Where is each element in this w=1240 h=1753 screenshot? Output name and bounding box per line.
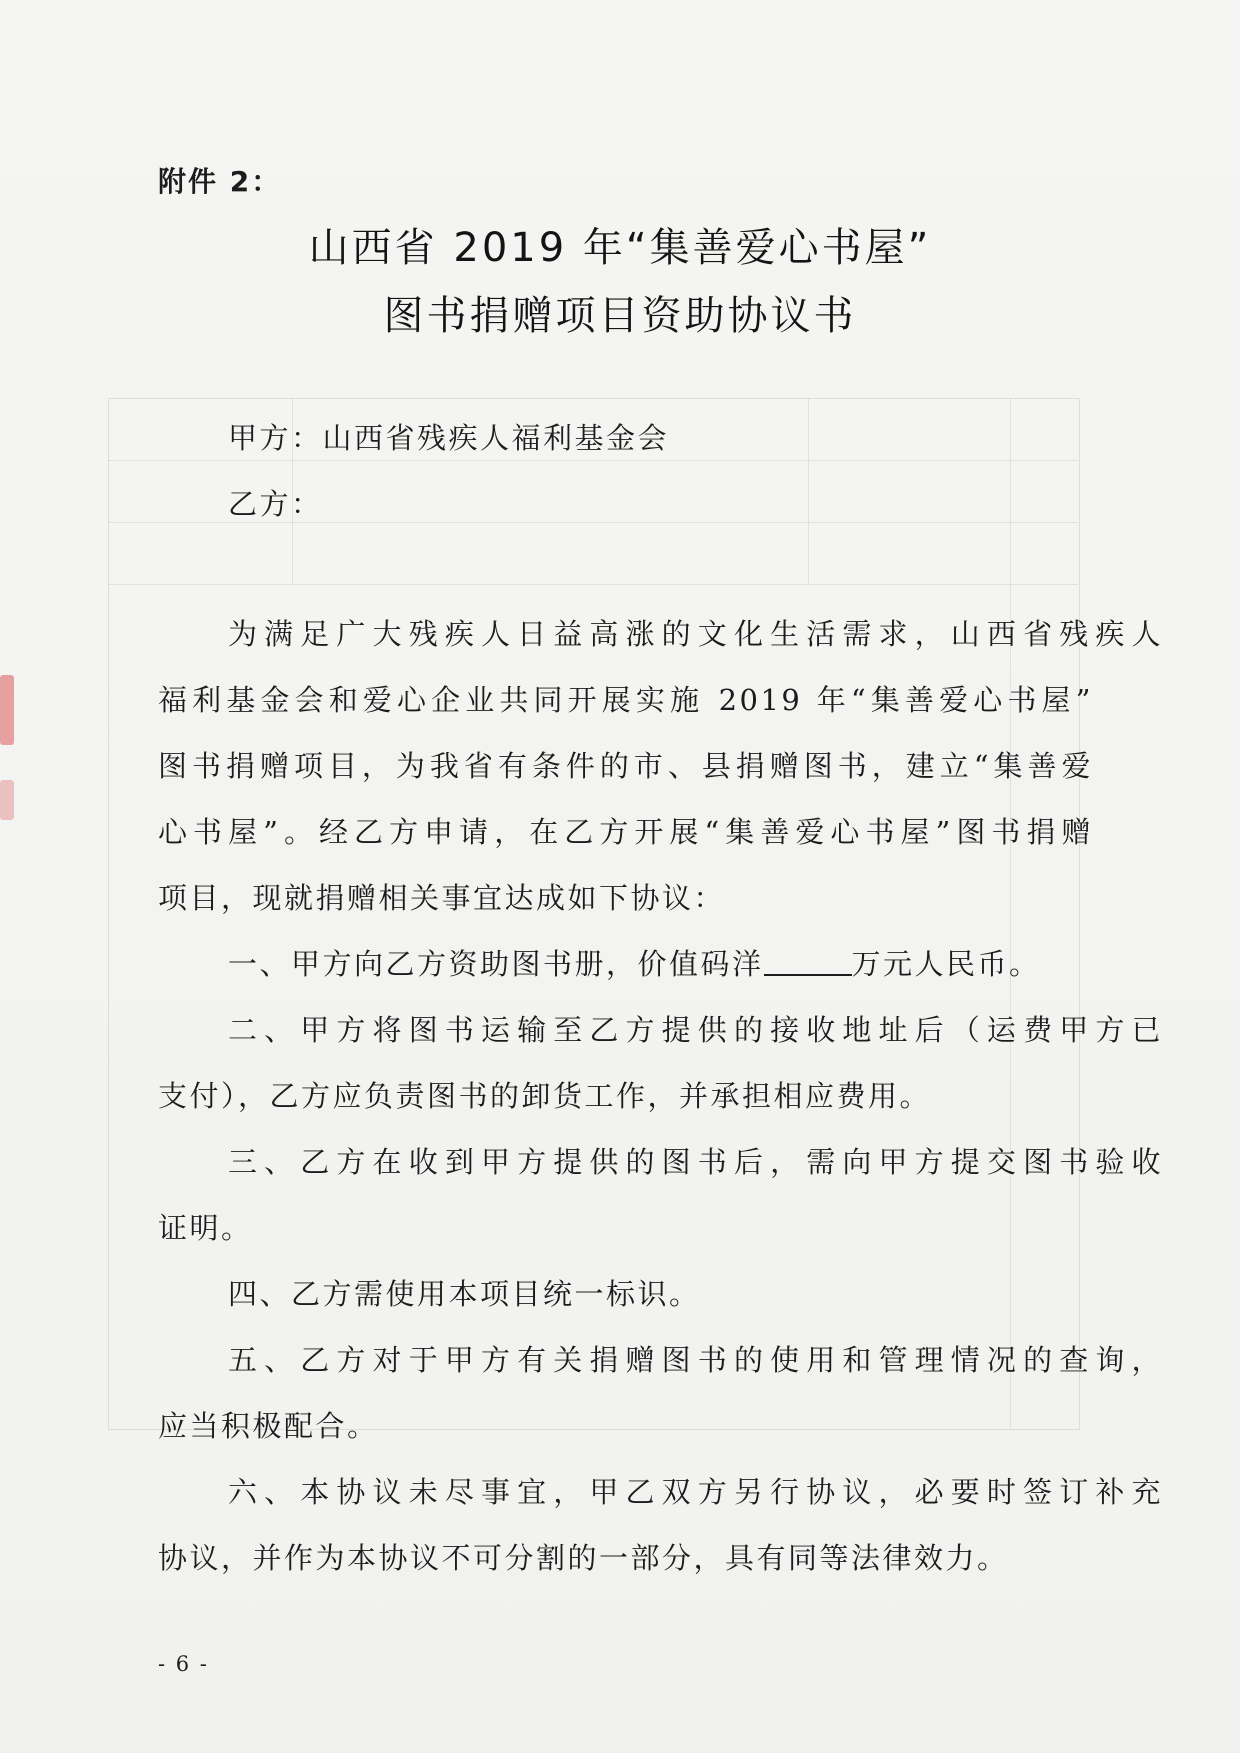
red-stamp-edge (0, 780, 14, 820)
clause-1-suffix: 万元人民币。 (851, 947, 1041, 981)
clause-3-line: 三、乙方在收到甲方提供的图书后，需向甲方提交图书验收 (228, 1145, 1163, 1179)
red-stamp-edge (0, 675, 14, 745)
clause-6-line: 协议，并作为本协议不可分割的一部分，具有同等法律效力。 (158, 1541, 1009, 1575)
clause-2-line: 支付），乙方应负责图书的卸货工作，并承担相应费用。 (158, 1079, 932, 1113)
clause-4-line: 四、乙方需使用本项目统一标识。 (228, 1277, 701, 1311)
clause-2-line: 二、甲方将图书运输至乙方提供的接收地址后（运费甲方已 (228, 1013, 1163, 1047)
bleed-through-rule (108, 460, 1078, 461)
bleed-through-rule (108, 584, 1078, 585)
party-b: 乙方： (228, 487, 323, 521)
intro-line: 心书屋”。经乙方申请，在乙方开展“集善爱心书屋”图书捐赠 (158, 815, 1093, 849)
document-title-line-2: 图书捐赠项目资助协议书 (383, 293, 857, 339)
clause-1 (158, 944, 1163, 984)
clause-5-line: 应当积极配合。 (158, 1409, 379, 1443)
intro-line: 项目，现就捐赠相关事宜达成如下协议： (158, 881, 726, 915)
attachment-label: 附件 2： (158, 165, 282, 198)
amount-blank (764, 944, 852, 976)
intro-line: 图书捐赠项目，为我省有条件的市、县捐赠图书，建立“集善爱 (158, 749, 1093, 783)
party-a: 甲方：山西省残疾人福利基金会 (228, 421, 670, 455)
document-title-line-1: 山西省 2019 年“集善爱心书屋” (308, 225, 932, 271)
clause-6-line: 六、本协议未尽事宜，甲乙双方另行协议，必要时签订补充 (228, 1475, 1163, 1509)
page-number: - 6 - (158, 1652, 209, 1676)
clause-3-line: 证明。 (158, 1211, 253, 1245)
clause-1-text: 一、甲方向乙方资助图书册，价值码洋 (228, 947, 764, 981)
clause-5-line: 五、乙方对于甲方有关捐赠图书的使用和管理情况的查询， (228, 1343, 1163, 1377)
intro-line: 福利基金会和爱心企业共同开展实施 2019 年“集善爱心书屋” (158, 683, 1093, 717)
intro-line: 为满足广大残疾人日益高涨的文化生活需求，山西省残疾人 (228, 617, 1163, 651)
